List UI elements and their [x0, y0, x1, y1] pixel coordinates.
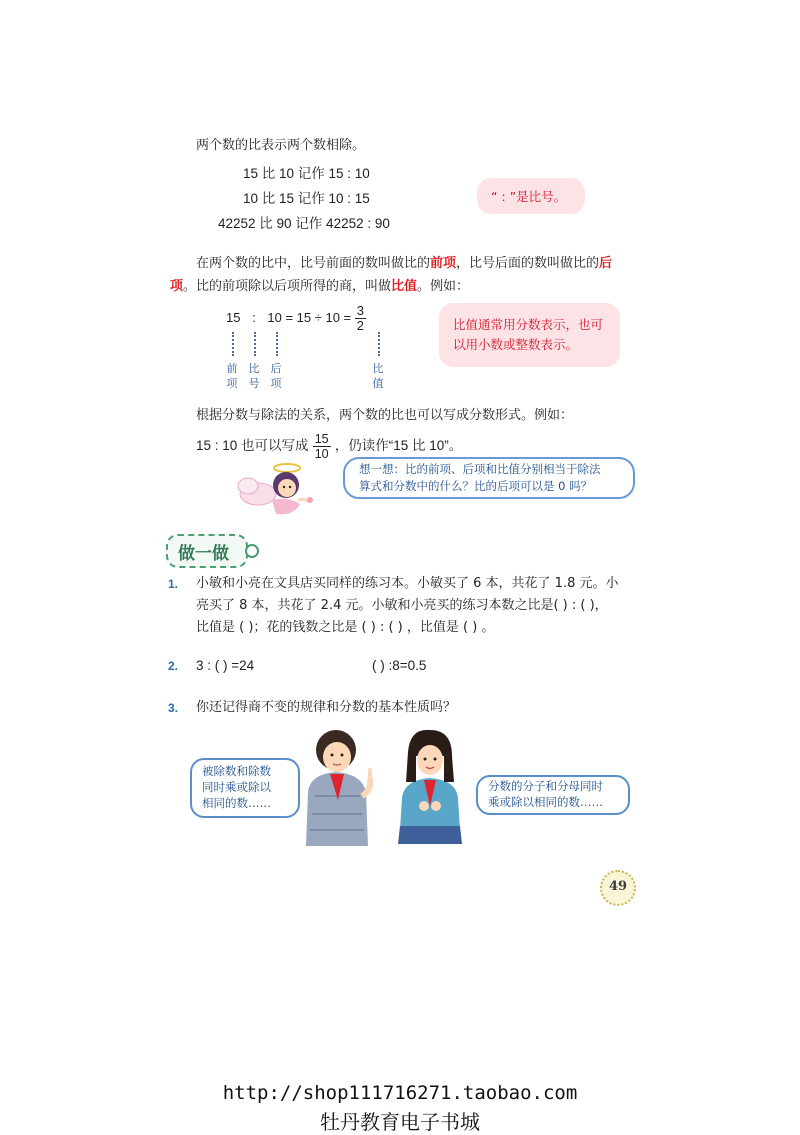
footer-shop-name: 牡丹教育电子书城 — [320, 1110, 480, 1134]
dotted-line-value — [378, 332, 380, 356]
section-header-badge — [166, 534, 248, 568]
eq-fraction — [355, 304, 366, 333]
def-part-1: 在两个数的比中，比号前面的数叫做比的 — [196, 256, 431, 271]
eq-back: 10 — [267, 309, 282, 325]
section-title: 做一做 — [178, 544, 229, 564]
term-back-1: 后 — [599, 256, 613, 271]
exercise-2-part-a: 3 : ( ) =24 — [196, 658, 255, 673]
exercise-1-line-2: 亮买了 8 本，共花了 2.4 元。小敏和小亮买的练习本数之比是( ) : ( )， — [196, 598, 608, 613]
boy-speech-bubble — [190, 758, 300, 818]
colon-tip-bubble — [477, 178, 585, 214]
eq-colon: : — [252, 309, 256, 325]
eq-denominator: 2 — [356, 318, 364, 333]
think-line-2: 算式和分数中的什么？比的后项可以是 0 吗？ — [359, 479, 593, 493]
exercise-1-number: 1. — [168, 577, 179, 591]
label-ratio-sign: 比 号 — [248, 362, 260, 390]
example-line-2: 10 比 15 记作 10 : 15 — [243, 191, 370, 206]
eq-rest: = 15 ÷ 10 = — [285, 309, 352, 325]
fraction-example-post: ，仍读作“15 比 10”。 — [334, 438, 463, 453]
exercise-3-text: 你还记得商不变的规律和分数的基本性质吗？ — [196, 700, 457, 715]
term-front: 前项 — [430, 256, 457, 271]
fraction-example-fraction — [313, 432, 331, 461]
think-bubble — [343, 457, 635, 499]
fraction-example-denominator: 10 — [314, 447, 329, 461]
think-line-1: 想一想：比的前项、后项和比值分别相当于除法 — [359, 462, 601, 476]
eq-numerator: 3 — [356, 303, 364, 318]
colon-tip-text: “ : ”是比号。 — [491, 189, 567, 204]
girl-speech-line-1: 分数的分子和分母同时 — [488, 779, 603, 793]
term-value: 比值 — [391, 279, 418, 294]
value-tip-bubble — [439, 303, 620, 367]
boy-speech-line-3: 相同的数…… — [202, 796, 271, 810]
page-number: 49 — [608, 879, 628, 894]
boy-speech-line-2: 同时乘或除以 — [202, 780, 271, 794]
def-part-2: ，比号后面的数叫做比的 — [456, 256, 600, 271]
fraction-example-pre: 15 : 10 也可以写成 — [196, 438, 309, 453]
girl-illustration — [390, 726, 470, 844]
definition-line-1 — [196, 254, 612, 274]
fraction-intro: 根据分数与除法的关系，两个数的比也可以写成分数形式。例如： — [196, 408, 574, 423]
ratio-equation — [226, 304, 366, 333]
dotted-line-back — [276, 332, 278, 356]
dotted-line-sign — [254, 332, 256, 356]
definition-line-2 — [170, 277, 469, 297]
intro-text: 两个数的比表示两个数相除。 — [196, 138, 366, 153]
example-line-3: 42252 比 90 记作 42252 : 90 — [218, 216, 390, 231]
def-part-3: 。比的前项除以后项所得的商，叫做 — [183, 279, 392, 294]
boy-speech-line-1: 被除数和除数 — [202, 764, 271, 778]
value-tip-line-2: 以用小数或整数表示。 — [453, 337, 579, 352]
term-back-2: 项 — [170, 279, 184, 294]
exercise-2-part-b: ( ) :8=0.5 — [372, 658, 427, 673]
label-back-term: 后 项 — [270, 362, 282, 390]
exercise-3-number: 3. — [168, 701, 179, 715]
def-part-4: 。例如： — [417, 279, 470, 294]
example-line-1: 15 比 10 记作 15 : 10 — [243, 166, 370, 181]
exercise-1-line-1: 小敏和小亮在文具店买同样的练习本。小敏买了 6 本，共花了 1.8 元。小 — [196, 576, 619, 591]
exercise-1-line-3: 比值是 ( )；花的钱数之比是 ( ) : ( ) ，比值是 ( ) 。 — [196, 620, 495, 635]
girl-speech-bubble — [476, 775, 630, 815]
page-number-badge — [600, 870, 636, 906]
eq-front: 15 — [226, 309, 241, 325]
fraction-example-numerator: 15 — [314, 432, 329, 446]
boy-illustration — [296, 722, 384, 846]
label-ratio-value: 比 值 — [372, 362, 384, 390]
footer-url: http://shop111716271.taobao.com — [222, 1082, 578, 1104]
girl-speech-line-2: 乘或除以相同的数…… — [488, 795, 603, 809]
value-tip-line-1: 比值通常用分数表示，也可 — [453, 317, 604, 332]
dotted-line-front — [232, 332, 234, 356]
section-header-tail — [245, 544, 259, 558]
angel-character-illustration — [232, 458, 322, 522]
exercise-2-number: 2. — [168, 659, 179, 673]
label-front-term: 前 项 — [226, 362, 238, 390]
